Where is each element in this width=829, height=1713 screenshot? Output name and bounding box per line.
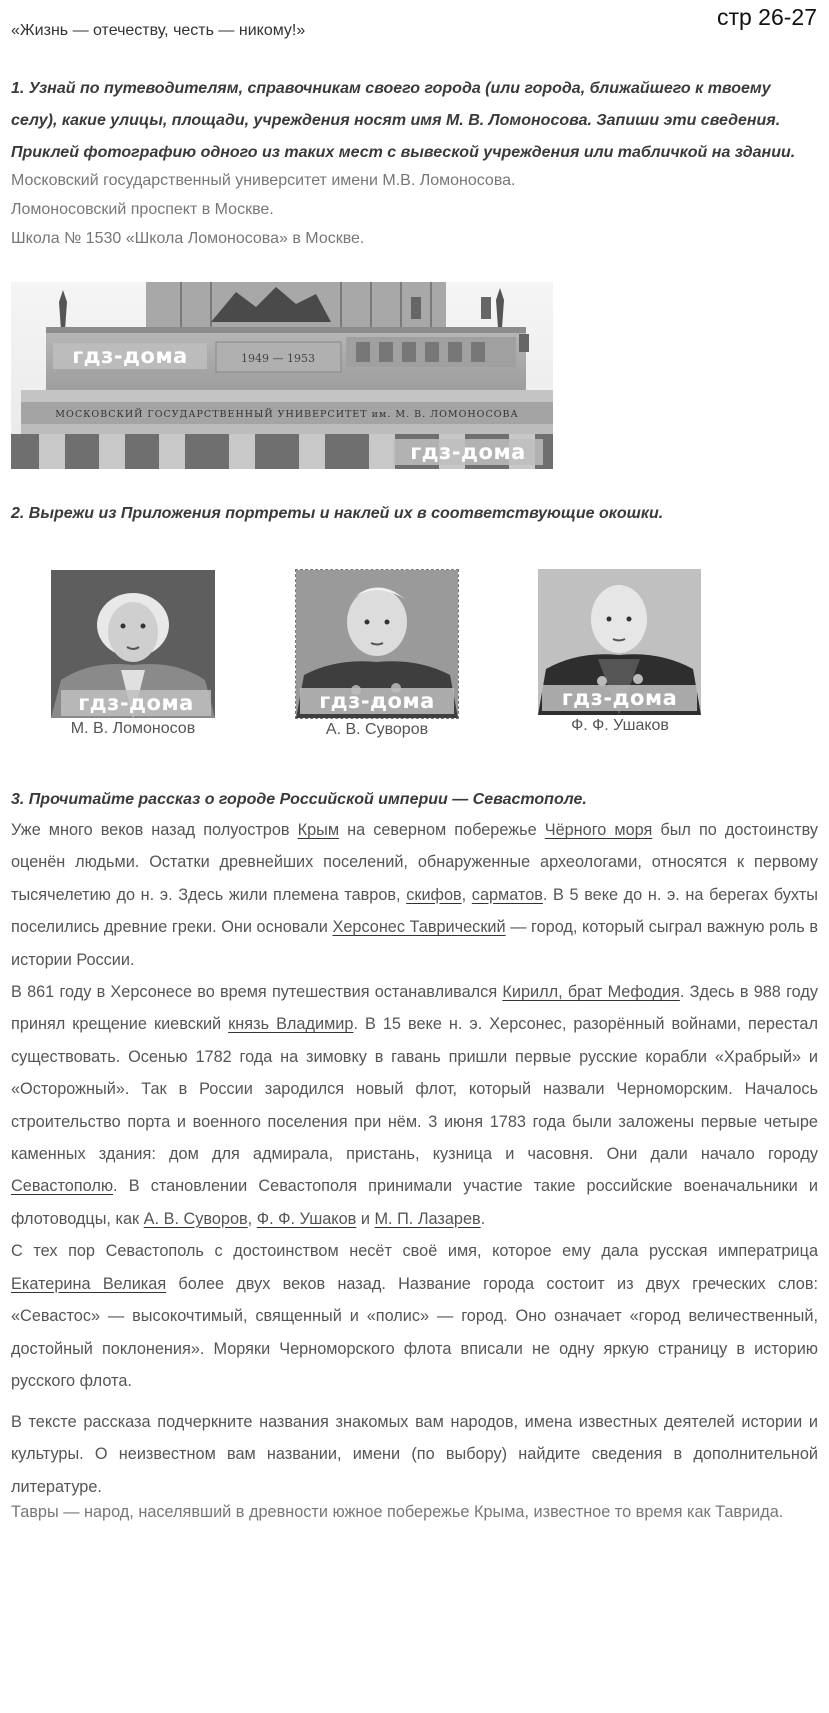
- story-paragraph-2: В 861 году в Херсонесе во время путешествия останавливался Кирилл, брат Мефодия. Здесь в 988 году принял крещение киевский князь Владимир. В 15 веке н. э. Херсонес, разорённый войнами, перестал существовать. Осенью 1782 года на зимовку в гавань пришли первые русские корабли «Храбрый» и «Осторожный». Так в России зародился новый флот, который назвали Черноморским. Началось строительство порта и военного поселения при нём. 3 июня 1783 года были заложены первые четыре каменных здания: дом для адмирала, пристань, кузница и часовня. Они дали начало городу Севастополю. В становлении Севастополя принимали участие такие российские военачальники и флотоводцы, как А. В. Суворов, Ф. Ф. Ушаков и М. П. Лазарев.: [11, 983, 818, 1228]
- underlined-term: Херсонес Таврический: [332, 918, 506, 937]
- portrait-ushakov: [538, 569, 701, 715]
- page-number: стр 26-27: [716, 4, 817, 30]
- photo-inscription: МОСКОВСКИЙ ГОСУДАРСТВЕННЫЙ УНИВЕРСИТЕТ им. М. В. ЛОМОНОСОВА: [55, 409, 519, 420]
- portrait-suvorov: [296, 570, 458, 718]
- page-title: «Жизнь — отечеству, честь — никому!»: [11, 22, 306, 39]
- underlined-term: Севастополю: [11, 1177, 114, 1196]
- photo-watermark-2: гдз-дома: [393, 439, 543, 465]
- caption-suvorov: А. В. Суворов: [325, 721, 429, 738]
- task1-question: 1. Узнай по путеводителям, справочникам своего города (или города, ближайшего к твоему селу), какие улицы, площади, учреждения носят имя М. В. Ломоносова. Запиши эти сведения. Приклей фотографию одного из таких мест с вывеской учреждения или табличкой на здании.: [11, 80, 796, 161]
- portrait-lomonosov: [51, 570, 215, 718]
- portrait-watermark-3: гдз-дома: [542, 685, 697, 711]
- task1-answer-3: Школа № 1530 «Школа Ломоносова» в Москве.: [11, 230, 365, 247]
- underlined-term: сарматов: [471, 885, 543, 904]
- story-paragraph-3: С тех пор Севастополь с достоинством несёт своё имя, которое ему дала русская императрица Екатерина Великая более двух веков назад. Название города состоит из двух греческих слов: «Севастос» — высокочтимый, священный и «полис» — город. Оно означает «город величественный, достойный поклонения». Моряки Черноморского флота вписали не одну яркую страницу в историю русского флота.: [11, 1242, 819, 1390]
- underlined-term: М. П. Лазарев: [374, 1209, 481, 1228]
- underlined-term: А. В. Суворов: [143, 1209, 248, 1228]
- underlined-term: Ф. Ф. Ушаков: [256, 1209, 357, 1228]
- portrait-watermark-1: гдз-дома: [61, 690, 211, 716]
- photo-years: 1949 — 1953: [241, 352, 315, 365]
- university-photo: [11, 282, 553, 469]
- story-text: [11, 814, 818, 1397]
- portrait-watermark-2: гдз-дома: [300, 688, 454, 714]
- story-paragraph-1: Уже много веков назад полуостров Крым на северном побережье Чёрного моря был по достоинству оценён людьми. Остатки древнейших поселений, обнаруженные археологами, относятся к первому тысячелетию до н. э. Здесь жили племена тавров, скифов, сарматов. В 5 веке до н. э. на берегах бухты поселились древние греки. Они основали Херсонес Таврический — город, который сыграл важную роль в истории России.: [11, 821, 819, 969]
- task1-answer-1: Московский государственный университет имени М.В. Ломоносова.: [11, 172, 516, 189]
- task3-answer: Тавры — народ, населявший в древности южное побережье Крыма, известное то время как Таврида.: [11, 1503, 784, 1521]
- caption-ushakov: Ф. Ф. Ушаков: [571, 717, 669, 734]
- task2-question: 2. Вырежи из Приложения портреты и наклей их в соответствующие окошки.: [11, 505, 664, 522]
- underlined-term: Чёрного моря: [544, 821, 653, 839]
- photo-watermark-1: гдз-дома: [53, 343, 207, 369]
- task1-answer-2: Ломоносовский проспект в Москве.: [11, 201, 274, 218]
- underlined-term: скифов: [406, 885, 462, 904]
- underlined-term: Крым: [297, 821, 340, 839]
- underlined-term: Екатерина Великая: [11, 1274, 167, 1293]
- underlined-term: Кирилл, брат Мефодия: [502, 983, 680, 1002]
- task3-question: 3. Прочитайте рассказ о городе Российской империи — Севастополе.: [11, 791, 587, 808]
- task3-instruction: В тексте рассказа подчеркните названия знакомых вам народов, имена известных деятелей истории и культуры. О неизвестном вам названии, имени (по выбору) найдите сведения в дополнительной литературе.: [11, 1413, 818, 1496]
- caption-lomonosov: М. В. Ломоносов: [70, 720, 196, 737]
- underlined-term: князь Владимир: [228, 1015, 354, 1034]
